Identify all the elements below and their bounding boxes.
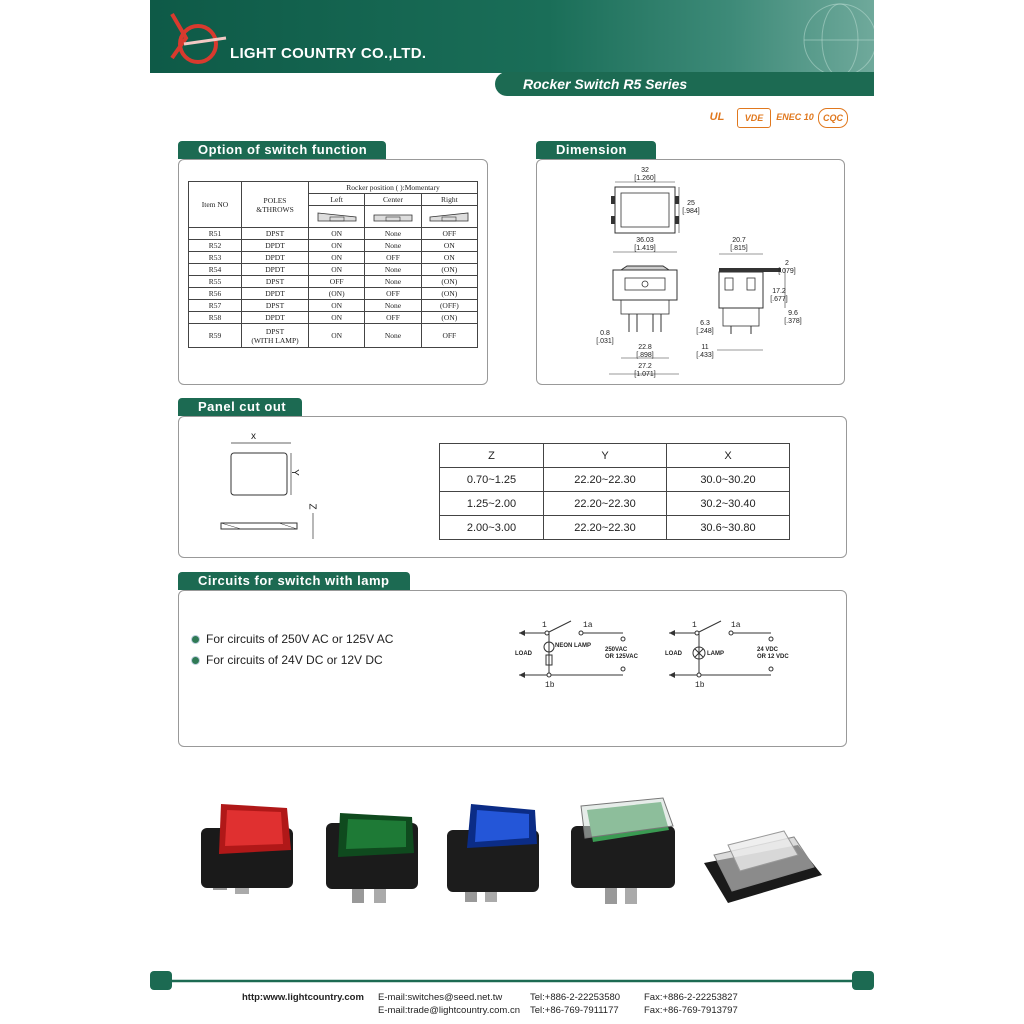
series-banner bbox=[495, 72, 874, 96]
table-cell: R58 bbox=[189, 312, 242, 324]
ac-pin-1a: 1a bbox=[583, 621, 593, 630]
table-cell: R53 bbox=[189, 252, 242, 264]
table-cell: R54 bbox=[189, 264, 242, 276]
green-rocker-switch-image bbox=[322, 805, 422, 910]
h-poles: POLES &THROWS bbox=[242, 182, 309, 228]
table-cell: DPDT bbox=[242, 288, 309, 300]
circuit-item-dc: For circuits of 24V DC or 12V DC bbox=[206, 653, 383, 667]
table-cell: ON bbox=[309, 312, 365, 324]
bullet-icon bbox=[191, 656, 200, 665]
footer-tel-1: Tel:+886-2-22253580 bbox=[530, 992, 621, 1003]
table-cell: DPDT bbox=[242, 252, 309, 264]
dim-08: 0.8 [.031] bbox=[596, 330, 614, 345]
cutout-panel bbox=[178, 416, 847, 558]
cutout-tab: Panel cut out bbox=[178, 398, 302, 416]
dim-27: 27.2 [1.071] bbox=[634, 363, 656, 378]
table-cell: 22.20~22.30 bbox=[544, 492, 667, 516]
table-cell: (ON) bbox=[421, 264, 477, 276]
table-cell: R57 bbox=[189, 300, 242, 312]
table-cell: OFF bbox=[365, 312, 421, 324]
dim-17: 17.2 [.677] bbox=[770, 288, 788, 303]
table-cell: None bbox=[365, 264, 421, 276]
table-row bbox=[189, 300, 478, 312]
table-cell: 30.0~30.20 bbox=[667, 468, 790, 492]
footer-email-1: E-mail:switches@seed.net.tw bbox=[378, 992, 503, 1003]
table-cell: DPST bbox=[242, 300, 309, 312]
footer-fax-1: Fax:+886-2-22253827 bbox=[644, 992, 738, 1003]
cutout-h-y: Y bbox=[544, 444, 667, 468]
dimension-panel bbox=[536, 159, 845, 385]
ac-lamp-label: NEON LAMP bbox=[555, 643, 591, 649]
table-cell: (ON) bbox=[421, 288, 477, 300]
function-rows bbox=[189, 228, 478, 324]
globe-icon bbox=[790, 0, 874, 73]
table-cell: ON bbox=[421, 240, 477, 252]
table-row bbox=[189, 312, 478, 324]
header-banner bbox=[150, 0, 874, 73]
company-name: LIGHT COUNTRY CO.,LTD. bbox=[230, 45, 427, 62]
dim-9: 9.6 [.378] bbox=[784, 310, 802, 325]
table-cell: DPDT bbox=[242, 240, 309, 252]
footer-email-2: E-mail:trade@lightcountry.com.cn bbox=[378, 1005, 520, 1016]
ac-pin-1b: 1b bbox=[545, 681, 555, 690]
table-cell: (ON) bbox=[309, 288, 365, 300]
function-table bbox=[188, 181, 478, 348]
table-cell: DPDT bbox=[242, 312, 309, 324]
cutout-rows bbox=[440, 468, 790, 540]
dc-pin-1a: 1a bbox=[731, 621, 741, 630]
cqc-cert-icon: CQC bbox=[818, 108, 848, 128]
h-right: Right bbox=[421, 194, 477, 206]
table-cell: 22.20~22.30 bbox=[544, 516, 667, 540]
dim-6: 6.3 [.248] bbox=[696, 320, 714, 335]
dim-22: 22.8 [.898] bbox=[636, 344, 654, 359]
table-cell: (ON) bbox=[421, 276, 477, 288]
circuit-item-ac: For circuits of 250V AC or 125V AC bbox=[206, 632, 394, 646]
dim-25: 25 [.984] bbox=[682, 200, 700, 215]
footer-bar bbox=[150, 971, 874, 990]
table-cell: ON bbox=[309, 240, 365, 252]
h-rocker: Rocker position ( ):Momentary bbox=[309, 182, 478, 194]
table-row bbox=[440, 468, 790, 492]
h-center: Center bbox=[365, 194, 421, 206]
vde-cert-icon: VDE bbox=[737, 108, 771, 128]
table-cell: OFF bbox=[365, 288, 421, 300]
enec-cert-icon: ENEC 10 bbox=[776, 112, 814, 122]
table-cell: 30.6~30.80 bbox=[667, 516, 790, 540]
table-cell: None bbox=[365, 228, 421, 240]
h-left: Left bbox=[309, 194, 365, 206]
table-cell: 22.20~22.30 bbox=[544, 468, 667, 492]
table-cell: (OFF) bbox=[421, 300, 477, 312]
table-row bbox=[189, 228, 478, 240]
series-title: Rocker Switch R5 Series bbox=[523, 76, 688, 92]
dc-pin-1b: 1b bbox=[695, 681, 705, 690]
table-row bbox=[189, 252, 478, 264]
table-cell: OFF bbox=[365, 252, 421, 264]
table-cell: DPST bbox=[242, 228, 309, 240]
dc-voltage-label: 24 VDC OR 12 VDC bbox=[757, 647, 789, 660]
green-switch-with-cover-image bbox=[567, 796, 679, 910]
ac-pin-1: 1 bbox=[542, 621, 547, 630]
table-row bbox=[189, 288, 478, 300]
dim-36: 36.03 [1.419] bbox=[634, 237, 656, 252]
table-cell: None bbox=[365, 276, 421, 288]
footer-fax-2: Fax:+86-769-7913797 bbox=[644, 1005, 738, 1016]
transparent-cover-image bbox=[698, 815, 828, 910]
dim-32: 32 [1.260] bbox=[634, 167, 656, 182]
table-cell: 2.00~3.00 bbox=[440, 516, 544, 540]
table-cell: R55 bbox=[189, 276, 242, 288]
table-row bbox=[189, 276, 478, 288]
bullet-icon bbox=[191, 635, 200, 644]
table-cell: ON bbox=[309, 300, 365, 312]
table-cell: 1.25~2.00 bbox=[440, 492, 544, 516]
rocker-center-icon bbox=[365, 206, 421, 228]
blue-rocker-switch-image bbox=[443, 800, 543, 910]
ac-voltage-label: 250VAC OR 125VAC bbox=[605, 647, 638, 660]
cutout-y-label: Y bbox=[288, 469, 300, 476]
rocker-right-icon bbox=[421, 206, 477, 228]
ac-load-label: LOAD bbox=[515, 651, 532, 657]
h-item: Item NO bbox=[189, 182, 242, 228]
cutout-h-x: X bbox=[667, 444, 790, 468]
table-cell: DPDT bbox=[242, 264, 309, 276]
table-row bbox=[189, 240, 478, 252]
table-row bbox=[440, 492, 790, 516]
dim-11: 11 [.433] bbox=[696, 344, 714, 359]
table-row: R59 DPST (WITH LAMP) ON None OFF bbox=[189, 324, 478, 348]
table-cell: OFF bbox=[309, 276, 365, 288]
cutout-z-label: Z bbox=[306, 503, 318, 510]
footer-tel-2: Tel:+86-769-7911177 bbox=[530, 1005, 619, 1016]
table-cell: OFF bbox=[421, 228, 477, 240]
company-logo-icon bbox=[164, 8, 234, 66]
table-cell: ON bbox=[309, 252, 365, 264]
function-tab: Option of switch function bbox=[178, 141, 386, 159]
table-cell: ON bbox=[309, 228, 365, 240]
table-cell: None bbox=[365, 240, 421, 252]
table-cell: (ON) bbox=[421, 312, 477, 324]
table-row bbox=[189, 264, 478, 276]
table-cell: ON bbox=[309, 264, 365, 276]
footer-web: http:www.lightcountry.com bbox=[242, 992, 364, 1003]
table-cell: ON bbox=[421, 252, 477, 264]
circuits-tab: Circuits for switch with lamp bbox=[178, 572, 410, 590]
dim-20: 20.7 [.815] bbox=[730, 237, 748, 252]
table-cell: None bbox=[365, 300, 421, 312]
dc-pin-1: 1 bbox=[692, 621, 697, 630]
table-cell: 0.70~1.25 bbox=[440, 468, 544, 492]
table-cell: R56 bbox=[189, 288, 242, 300]
red-rocker-switch-image bbox=[195, 798, 300, 910]
table-row bbox=[440, 516, 790, 540]
cutout-h-z: Z bbox=[440, 444, 544, 468]
table-cell: DPST bbox=[242, 276, 309, 288]
table-cell: R52 bbox=[189, 240, 242, 252]
dimension-tab: Dimension bbox=[536, 141, 656, 159]
dim-2: 2 [.079] bbox=[778, 260, 796, 275]
cutout-table bbox=[439, 443, 790, 540]
dc-lamp-label: LAMP bbox=[707, 651, 724, 657]
circuits-panel bbox=[178, 590, 847, 747]
table-cell: R51 bbox=[189, 228, 242, 240]
dc-load-label: LOAD bbox=[665, 651, 682, 657]
rocker-left-icon bbox=[309, 206, 365, 228]
table-cell: 30.2~30.40 bbox=[667, 492, 790, 516]
ul-cert-icon: UL bbox=[709, 111, 725, 123]
cutout-x-label: x bbox=[251, 431, 256, 442]
function-panel bbox=[178, 159, 488, 385]
